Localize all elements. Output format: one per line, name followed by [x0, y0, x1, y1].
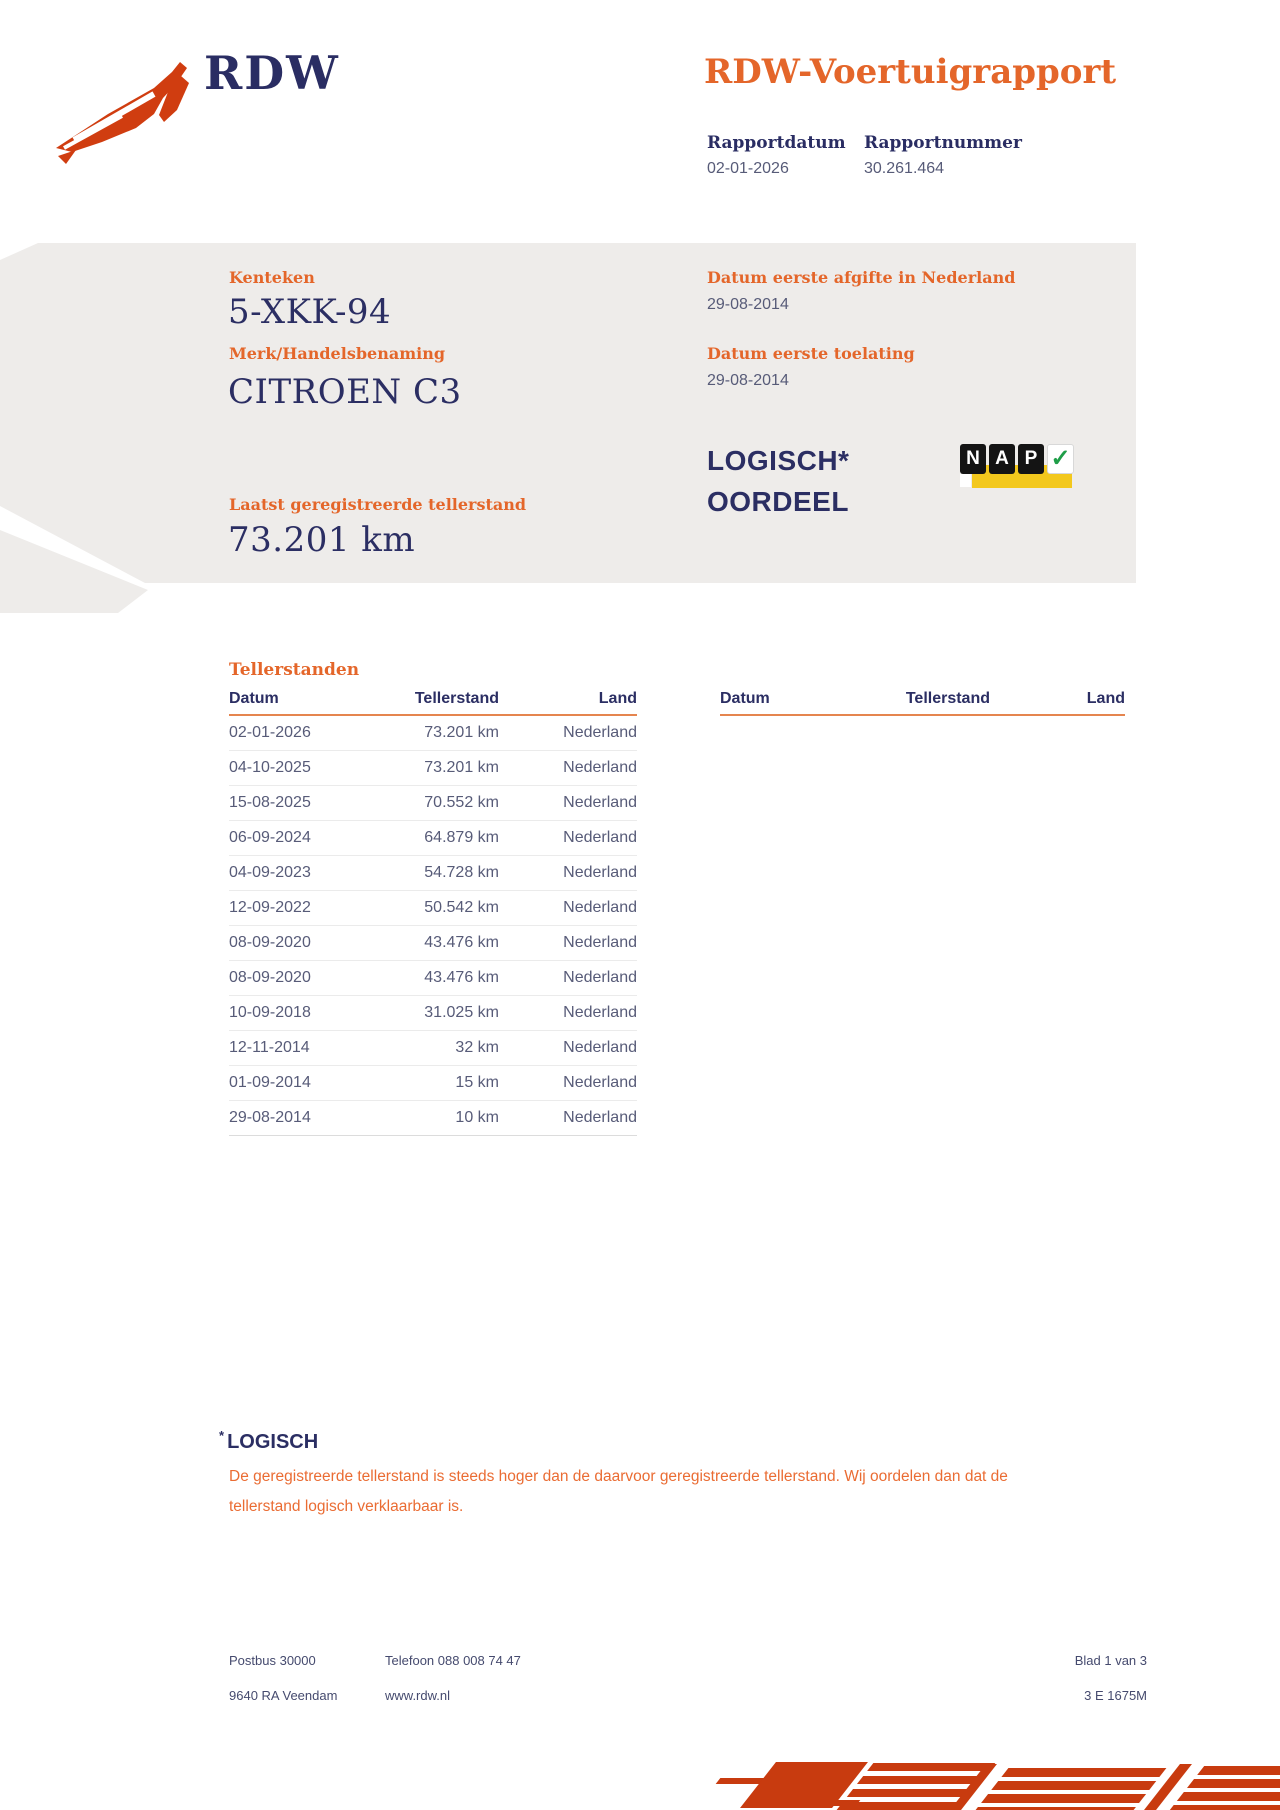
laatste-tellerstand-label: Laatst geregistreerde tellerstand	[229, 495, 527, 514]
nap-logo	[960, 444, 1076, 490]
column-header-land: Land	[1086, 690, 1125, 707]
cell-land: Nederland	[563, 1004, 637, 1021]
column-header-tellerstand: Tellerstand	[905, 690, 990, 707]
cell-tellerstand: 73.201 km	[424, 759, 499, 776]
table-row	[229, 1031, 637, 1066]
table-row	[229, 1101, 637, 1136]
cell-datum: 06-09-2024	[229, 829, 311, 846]
cell-datum: 29-08-2014	[229, 1109, 311, 1126]
oordeel-line1: LOGISCH*	[707, 445, 850, 476]
column-header-tellerstand: Tellerstand	[414, 690, 499, 707]
table-row	[229, 821, 637, 856]
cell-land: Nederland	[563, 864, 637, 881]
table-row	[229, 1066, 637, 1101]
cell-datum: 08-09-2020	[229, 934, 311, 951]
footer-address-line2: 9640 RA Veendam	[229, 1688, 338, 1703]
table-row	[229, 786, 637, 821]
summary-panel-background	[0, 243, 1136, 583]
footnote-title	[219, 1428, 318, 1454]
footer-page-number: Blad 1 van 3	[1074, 1653, 1147, 1668]
cell-tellerstand: 43.476 km	[424, 969, 499, 986]
afgifte-value: 29-08-2014	[707, 296, 789, 313]
cell-tellerstand: 32 km	[455, 1039, 499, 1056]
cell-land: Nederland	[563, 1039, 637, 1056]
nap-corner-notch	[960, 474, 971, 487]
deco-striped-slab	[1170, 1766, 1280, 1810]
footer-address-line1: Postbus 30000	[229, 1653, 316, 1668]
merk-value: CITROEN C3	[228, 372, 462, 412]
merk-label: Merk/Handelsbenaming	[229, 344, 446, 363]
cell-tellerstand: 15 km	[455, 1074, 499, 1091]
report-date-label: Rapportdatum	[707, 133, 846, 153]
table-row	[229, 891, 637, 926]
table-row	[229, 926, 637, 961]
cell-land: Nederland	[563, 794, 637, 811]
rdw-logotype: RDW	[204, 46, 340, 100]
toelating-label: Datum eerste toelating	[707, 344, 915, 363]
table-row	[229, 751, 637, 786]
nap-checkmark-icon: ✓	[1047, 444, 1074, 474]
tellerstanden-table-secondary	[720, 690, 1125, 716]
nap-letter-a: A	[989, 444, 1015, 474]
cell-datum: 02-01-2026	[229, 724, 311, 741]
rdw-logo	[50, 52, 202, 175]
afgifte-label: Datum eerste afgifte in Nederland	[707, 268, 1016, 287]
cell-land: Nederland	[563, 1074, 637, 1091]
cell-datum: 15-08-2025	[229, 794, 311, 811]
cell-land: Nederland	[563, 969, 637, 986]
cell-tellerstand: 70.552 km	[424, 794, 499, 811]
cell-land: Nederland	[563, 759, 637, 776]
cell-tellerstand: 10 km	[455, 1109, 499, 1126]
table-row	[229, 996, 637, 1031]
cell-datum: 04-10-2025	[229, 759, 311, 776]
cell-datum: 12-11-2014	[229, 1039, 310, 1056]
toelating-value: 29-08-2014	[707, 372, 789, 389]
report-date-value: 02-01-2026	[707, 160, 789, 177]
column-header-datum: Datum	[720, 690, 770, 707]
report-number-label: Rapportnummer	[864, 133, 1022, 153]
column-header-datum: Datum	[229, 690, 279, 707]
nap-letter-n: N	[960, 444, 986, 474]
cell-datum: 08-09-2020	[229, 969, 311, 986]
cell-datum: 04-09-2023	[229, 864, 311, 881]
table-row	[229, 961, 637, 996]
cell-datum: 10-09-2018	[229, 1004, 311, 1021]
footer-form-code: 3 E 1675M	[1084, 1688, 1147, 1703]
cell-land: Nederland	[563, 724, 637, 741]
cell-tellerstand: 50.542 km	[424, 899, 499, 916]
decorative-stripes-graphic	[700, 1752, 1280, 1810]
tellerstanden-section-title: Tellerstanden	[229, 660, 360, 680]
cell-datum: 01-09-2014	[229, 1074, 311, 1091]
kenteken-label: Kenteken	[229, 268, 315, 287]
oordeel-verdict	[707, 440, 849, 522]
tellerstanden-table-rows	[229, 716, 637, 1136]
footnote-title-text: LOGISCH	[227, 1431, 319, 1453]
cell-land: Nederland	[563, 934, 637, 951]
report-number-value: 30.261.464	[864, 160, 945, 177]
kenteken-value: 5-XKK-94	[228, 292, 392, 332]
footer-phone: Telefoon 088 008 74 47	[385, 1653, 521, 1668]
page-title: RDW-Voertuigrapport	[704, 52, 1117, 92]
rdw-wing-icon	[50, 52, 202, 170]
cell-tellerstand: 54.728 km	[424, 864, 499, 881]
tellerstanden-table	[229, 690, 637, 1136]
cell-datum: 12-09-2022	[229, 899, 311, 916]
tellerstanden-table-header	[229, 690, 637, 716]
cell-land: Nederland	[563, 829, 637, 846]
footnote-asterisk: *	[219, 1428, 225, 1443]
cell-tellerstand: 73.201 km	[424, 724, 499, 741]
cell-tellerstand: 31.025 km	[424, 1004, 499, 1021]
footnote-text: De geregistreerde tellerstand is steeds hoger dan de daarvoor geregistreerde tellerstand. Wij oordelen dan dat de tellerstand logisch verklaarbaar is.	[229, 1468, 1008, 1515]
nap-letter-p: P	[1018, 444, 1044, 474]
laatste-tellerstand-value: 73.201 km	[228, 520, 416, 560]
table-row	[229, 716, 637, 751]
oordeel-line2: OORDEEL	[707, 486, 849, 517]
cell-tellerstand: 64.879 km	[424, 829, 499, 846]
secondary-table-header	[720, 690, 1125, 716]
column-header-land: Land	[598, 690, 637, 707]
cell-tellerstand: 43.476 km	[424, 934, 499, 951]
cell-land: Nederland	[563, 1109, 637, 1126]
footer-website: www.rdw.nl	[385, 1688, 451, 1703]
table-row	[229, 856, 637, 891]
cell-land: Nederland	[563, 899, 637, 916]
deco-striped-slab	[976, 1768, 1167, 1810]
